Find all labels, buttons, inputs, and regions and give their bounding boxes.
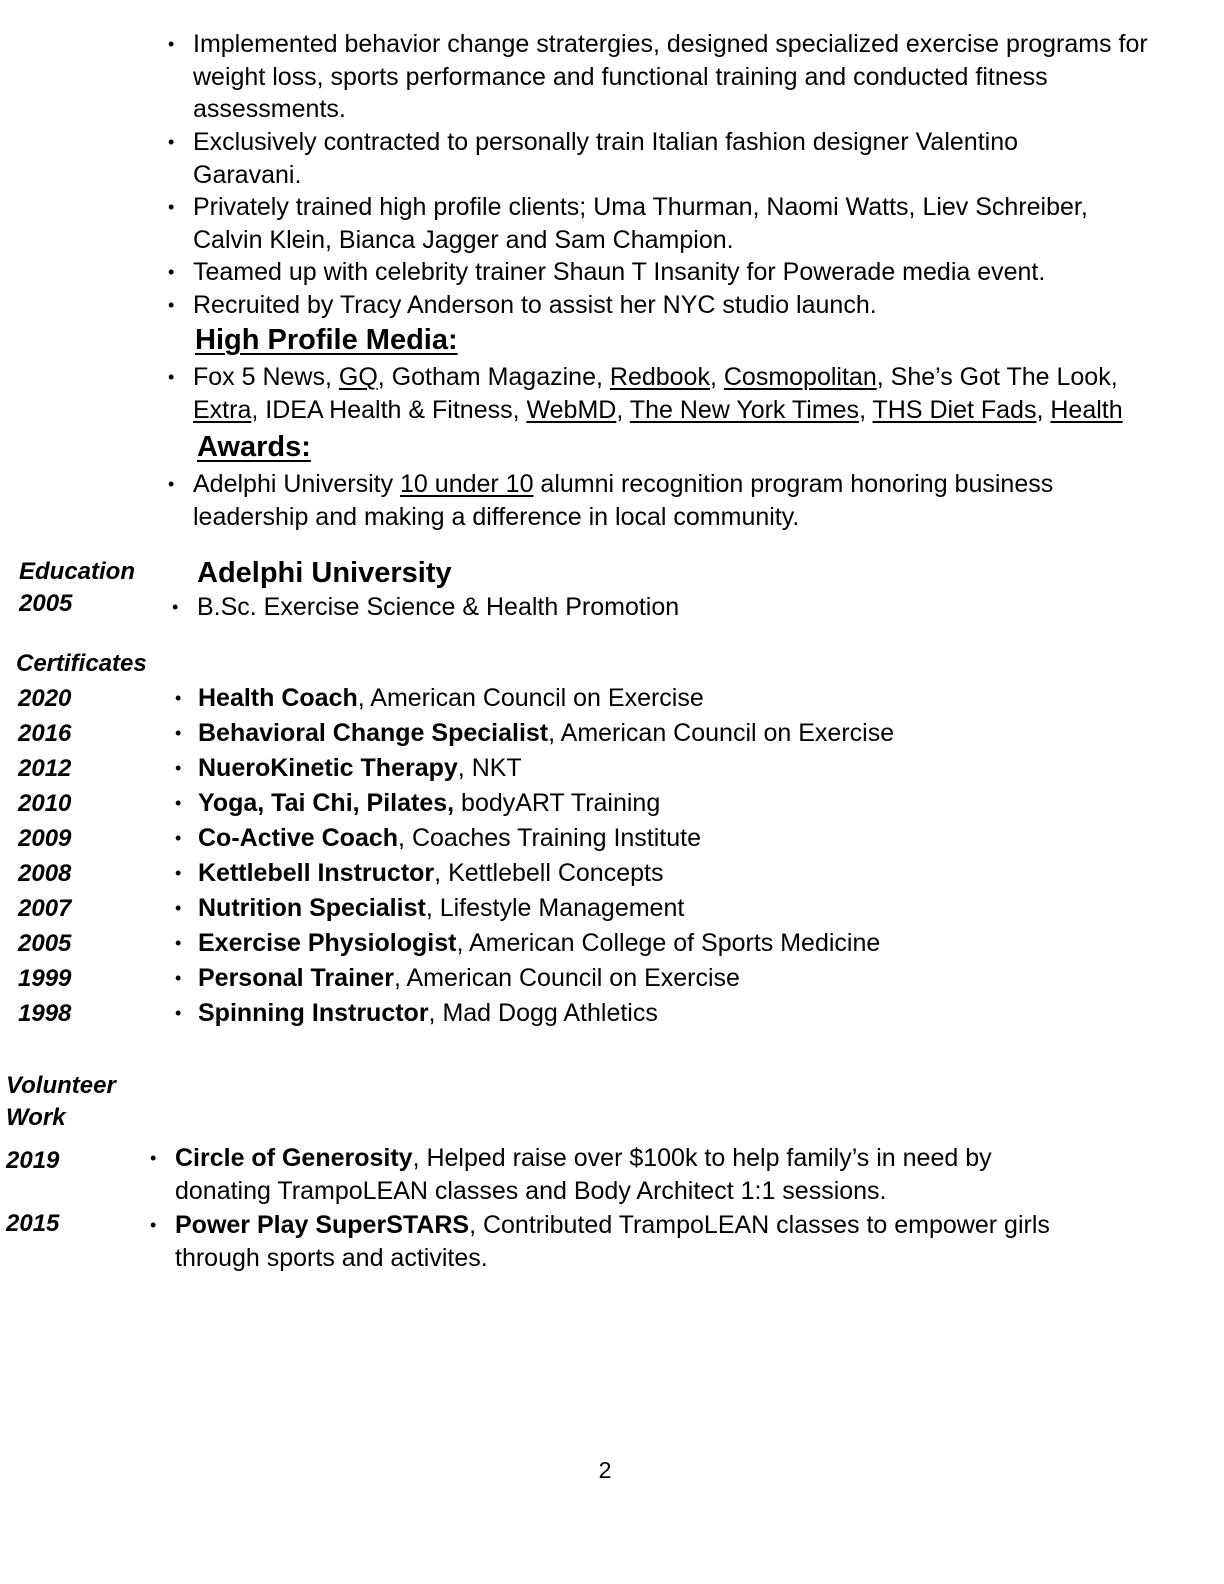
certificate-title: Exercise Physiologist <box>198 929 457 957</box>
certificate-title: Spinning Instructor <box>198 999 429 1027</box>
certificate-row <box>0 716 1224 751</box>
media-list <box>193 361 1183 426</box>
separator: , <box>1036 395 1051 424</box>
certificate-row <box>0 786 1224 821</box>
certificate-year: 2005 <box>18 930 72 957</box>
bullet: • <box>150 1215 157 1235</box>
media-link-webmd[interactable]: WebMD <box>526 395 617 424</box>
volunteer-title: Circle of Generosity <box>175 1144 413 1172</box>
certificate-title: Co-Active Coach <box>198 824 399 852</box>
certificate-text <box>198 926 880 961</box>
bullet: • <box>168 295 175 315</box>
media-link-ths-diet-fads[interactable]: THS Diet Fads <box>872 395 1037 424</box>
media-link-gq[interactable]: GQ <box>338 363 378 391</box>
bullet: • <box>168 132 175 152</box>
bullet: • <box>175 688 182 708</box>
certificate-row <box>0 891 1224 926</box>
bullet: • <box>175 828 182 848</box>
separator: , <box>377 363 392 391</box>
certificate-title: Behavioral Change Specialist <box>198 719 549 747</box>
bullet: • <box>168 34 175 54</box>
bullet: • <box>175 723 182 743</box>
volunteer-label-line1: Volunteer <box>6 1072 116 1099</box>
media-link-redbook[interactable]: Redbook <box>609 363 710 391</box>
certificate-title: Yoga, Tai Chi, Pilates, <box>198 789 455 817</box>
separator: , <box>876 363 891 391</box>
separator: , <box>251 395 266 424</box>
certificate-title: Nutrition Specialist <box>198 894 426 922</box>
separator: , <box>709 363 724 391</box>
education-year: 2005 <box>19 590 73 617</box>
media-link-extra[interactable]: Extra <box>193 395 252 424</box>
certificate-row <box>0 996 1224 1031</box>
separator: , <box>457 754 472 782</box>
certificate-row <box>0 961 1224 996</box>
bullet: • <box>175 863 182 883</box>
certificate-org: bodyART Training <box>461 789 661 817</box>
volunteer-item-2 <box>175 1209 1055 1274</box>
bullet: • <box>175 1003 182 1023</box>
bullet: • <box>175 898 182 918</box>
volunteer-description: , Helped raise over $100k to help family’s in need by donating TrampoLEAN classes and Body Architect 1:1 sessions. <box>175 1144 992 1205</box>
separator: , <box>324 363 339 391</box>
media-item: IDEA Health & Fitness <box>265 395 513 424</box>
bullet: • <box>150 1148 157 1168</box>
separator: , <box>859 395 873 424</box>
bullet: • <box>175 758 182 778</box>
bullet: • <box>168 262 175 282</box>
separator: , <box>393 964 407 992</box>
certificate-row <box>0 856 1224 891</box>
certificate-text <box>198 891 684 926</box>
volunteer-item-1 <box>175 1142 1055 1207</box>
certificate-org: American College of Sports Medicine <box>468 929 881 957</box>
volunteer-label-line2: Work <box>6 1104 66 1131</box>
certificate-row <box>0 926 1224 961</box>
volunteer-year-2: 2015 <box>6 1210 60 1237</box>
separator <box>454 789 461 817</box>
certificate-org: American Council on Exercise <box>406 964 740 992</box>
media-item: Gotham Magazine <box>391 363 596 391</box>
certificate-text <box>198 821 701 856</box>
page-number: 2 <box>598 1457 612 1483</box>
experience-bullet-2: Exclusively contracted to personally train Italian fashion designer Valentino Garavani. <box>193 128 1018 189</box>
separator: , <box>1110 363 1118 391</box>
bullet: • <box>175 933 182 953</box>
certificate-text <box>198 786 660 821</box>
bullet: • <box>168 197 175 217</box>
certificate-org: Mad Dogg Athletics <box>442 999 658 1027</box>
certificate-row <box>0 751 1224 786</box>
awards-text <box>193 468 1153 533</box>
bullet: • <box>168 367 175 387</box>
separator: , <box>425 894 440 922</box>
education-label: Education <box>19 558 136 585</box>
separator: , <box>548 719 561 747</box>
certificate-title: Health Coach <box>198 684 358 712</box>
volunteer-year-1: 2019 <box>6 1147 60 1174</box>
separator: , <box>434 859 449 887</box>
certificate-year: 2012 <box>18 755 72 782</box>
certificate-org: American Council on Exercise <box>370 684 704 712</box>
separator: , <box>428 999 443 1027</box>
awards-prefix: Adelphi University <box>193 470 401 498</box>
bullet: • <box>175 968 182 988</box>
certificate-year: 2009 <box>18 825 72 852</box>
media-link-cosmopolitan[interactable]: Cosmopolitan <box>723 363 877 391</box>
certificate-org: American Council on Exercise <box>560 719 895 747</box>
certificate-year: 2016 <box>18 720 72 747</box>
separator: , <box>357 684 371 712</box>
certificate-text <box>198 681 704 716</box>
certificate-text <box>198 996 658 1031</box>
separator: , <box>456 929 469 957</box>
certificate-row <box>0 681 1224 716</box>
certificate-org: Lifestyle Management <box>439 894 685 922</box>
experience-bullet-1: Implemented behavior change stratergies, designed specialized exercise programs for weight loss, sports performance and functional training and conducted fitness assessments. <box>193 30 1148 123</box>
certificate-year: 2020 <box>18 685 72 712</box>
experience-bullet-3: Privately trained high profile clients; Uma Thurman, Naomi Watts, Liev Schreiber, Calvin Klein, Bianca Jagger and Sam Champion. <box>193 193 1088 254</box>
certificate-title: Kettlebell Instructor <box>198 859 435 887</box>
certificate-year: 2008 <box>18 860 72 887</box>
volunteer-title: Power Play SuperSTARS <box>175 1211 470 1239</box>
certificate-title: NueroKinetic Therapy <box>198 754 458 782</box>
certificate-text <box>198 961 740 996</box>
certificate-text <box>198 716 894 751</box>
bullet: • <box>175 793 182 813</box>
bullet: • <box>172 597 179 617</box>
certificates-label: Certificates <box>16 650 147 677</box>
bullet: • <box>168 474 175 494</box>
separator: , <box>595 363 610 391</box>
media-item: Fox 5 News <box>193 363 325 391</box>
awards-link-10-under-10[interactable]: 10 under 10 <box>400 470 534 498</box>
experience-bullet-4: Teamed up with celebrity trainer Shaun T Insanity for Powerade media event. <box>193 258 1046 286</box>
certificate-year: 1998 <box>18 1000 72 1027</box>
media-link-nyt[interactable]: The New York Times <box>629 395 860 424</box>
media-link-health[interactable]: Health <box>1050 395 1123 424</box>
certificate-row <box>0 821 1224 856</box>
experience-bullet-5: Recruited by Tracy Anderson to assist her NYC studio launch. <box>193 291 877 319</box>
certificate-text <box>198 751 522 786</box>
certificate-year: 2007 <box>18 895 72 922</box>
separator: , <box>616 395 630 424</box>
awards-heading: Awards: <box>197 431 311 463</box>
media-heading: High Profile Media: <box>195 324 458 356</box>
certificate-year: 1999 <box>18 965 72 992</box>
separator: , <box>512 395 527 424</box>
certificate-org: Kettlebell Concepts <box>448 859 664 887</box>
certificate-text <box>198 856 663 891</box>
certificate-title: Personal Trainer <box>198 964 394 992</box>
volunteer-description: , Contributed TrampoLEAN classes to empower girls through sports and activites. <box>175 1211 1050 1272</box>
awards-suffix: alumni recognition program honoring business leadership and making a difference in local community. <box>193 470 1054 531</box>
certificate-org: Coaches Training Institute <box>411 824 702 852</box>
media-item: She’s Got The Look <box>890 363 1111 391</box>
certificate-year: 2010 <box>18 790 72 817</box>
certificate-org: NKT <box>471 754 522 782</box>
education-degree: B.Sc. Exercise Science & Health Promotion <box>197 593 680 621</box>
education-school: Adelphi University <box>197 557 452 589</box>
separator: , <box>398 824 412 852</box>
